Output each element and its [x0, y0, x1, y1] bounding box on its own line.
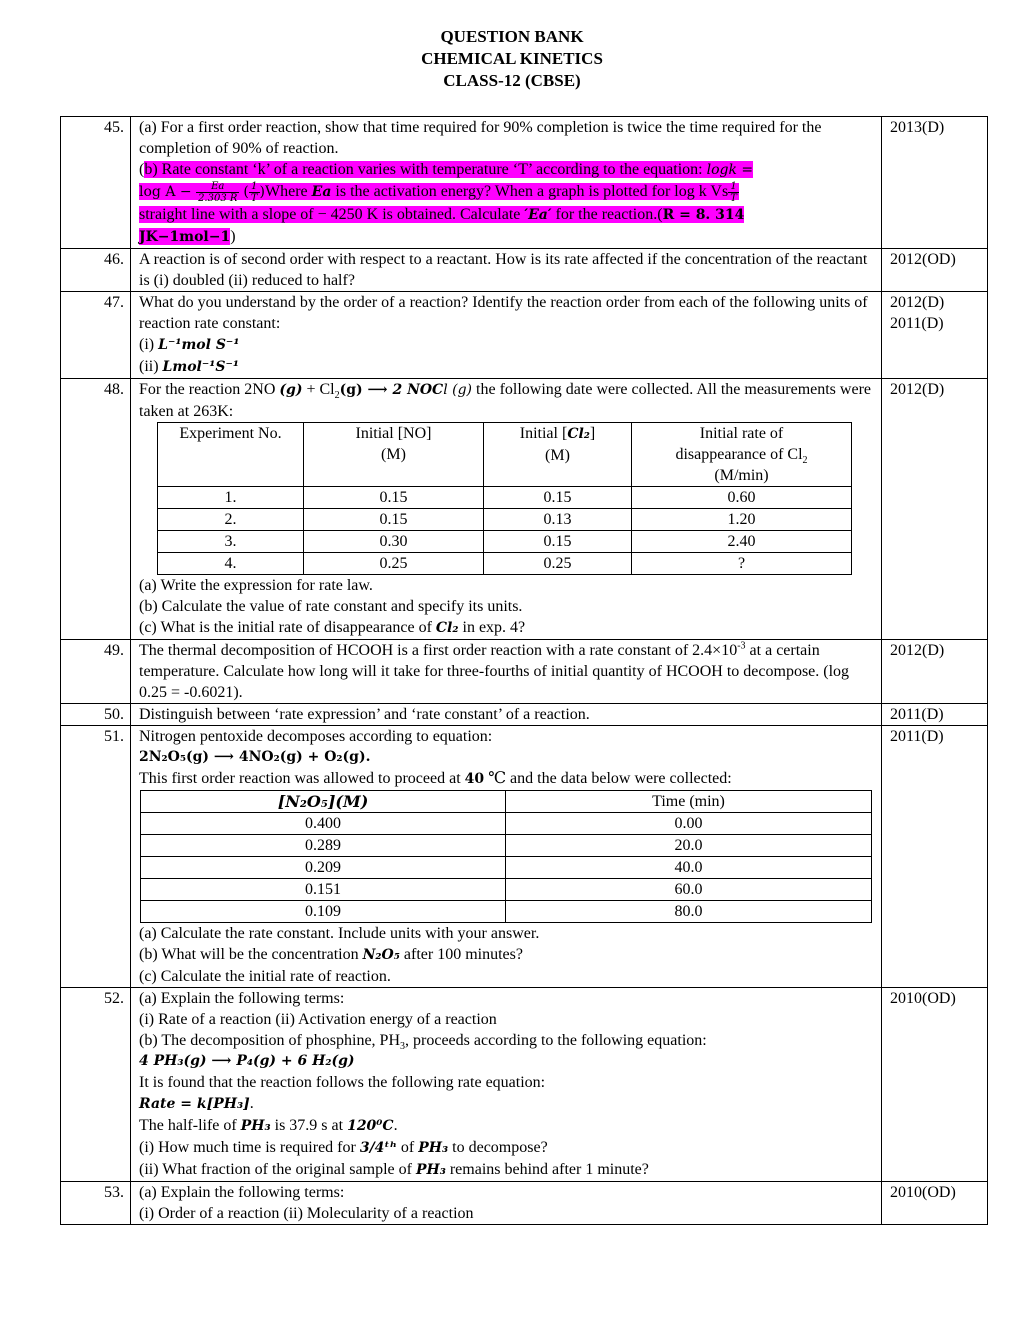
question-text: Distinguish between ‘rate expression’ and ‘rate constant’ of a reaction. [131, 704, 882, 726]
reaction-equation: 4 PH₃(g) ⟶ P₄(g) + 6 H₂(g) [139, 1053, 355, 1069]
year-tag: 2012(D) [882, 379, 988, 640]
question-row-53 [61, 1182, 988, 1225]
page-header [0, 26, 1024, 92]
question-number: 51. [61, 726, 131, 988]
year-tag: 2011(D) [882, 704, 988, 726]
table-row: 0.400 0.00 [141, 813, 872, 835]
question-number: 49. [61, 640, 131, 704]
question-row-48 [61, 379, 988, 640]
question-row-50 [61, 704, 988, 726]
concentration-time-table [140, 790, 872, 923]
question-text: For the reaction 2NO $(g) + Cl_2(g)$ ⟶ 2 NOCl (g) the following date were collected. All the measurements were taken at 263K: Experiment No. Initial [NO] (M) Initial [Cl₂] (M) Initial rate of disappearance of $Cl_2$ (M/min) 1. 0.15 0.15 0.60 2. 0.15 0.13 1.20 3. 0.30 0.15 2.40 4. 0.25 0.25 ? (a) Write the expression for rate law. (b) Calculate the value of rate constant and specify its units. (c) What is the initial rate of disappearance of Cl₂ in exp. 4? [131, 379, 882, 640]
question-row-47 [61, 292, 988, 379]
year-tag: 2013(D) [882, 117, 988, 249]
question-text: A reaction is of second order with respect to a reactant. How is its rate affected if the concentration of the reactant is (i) doubled (ii) reduced to half? [131, 249, 882, 292]
table-header-row: Experiment No. Initial [NO] (M) Initial [Cl₂] (M) Initial rate of disappearance of $Cl_2$ (M/min) [158, 423, 852, 487]
question-row-49 [61, 640, 988, 704]
year-tag: 2012(D) 2011(D) [882, 292, 988, 379]
year-tag: 2011(D) [882, 726, 988, 988]
question-text: (a) Explain the following terms: (i) Order of a reaction (ii) Molecularity of a reaction [131, 1182, 882, 1225]
question-text: Nitrogen pentoxide decomposes according to equation: 2N₂O₅(g) ⟶ 4NO₂(g) + O₂(g). This first order reaction was allowed to proceed at 40 ℃ and the data below were collected: [N₂O₅](M) Time (min) 0.400 0.00 0.289 20.0 0.209 40.0 0.151 60.0 0.109 80.0 (a) Calculate the rate constant. Include units with your answer. (b) What will be the concentration N₂O₅ after 100 minutes? (c) Calculate the initial rate of reaction. [131, 726, 882, 988]
year-tag: 2010(OD) [882, 1182, 988, 1225]
table-row: 0.289 20.0 [141, 835, 872, 857]
table-row: 2. 0.15 0.13 1.20 [158, 509, 852, 531]
table-row: 0.151 60.0 [141, 879, 872, 901]
question-number: 50. [61, 704, 131, 726]
table-row: 4. 0.25 0.25 ? [158, 553, 852, 575]
fraction-1-over-t: $\frac{1}{T}$ [250, 181, 258, 204]
question-row-45 [61, 117, 988, 249]
question-text: The thermal decomposition of HCOOH is a first order reaction with a rate constant of $2.4\times 10^{-3}$ at a certain temperature. Calculate how long will it take for three-fourths of initial quantity of HCOOH to decompose. (log 0.25 = -0.6021). [131, 640, 882, 704]
table-row: 3. 0.30 0.15 2.40 [158, 531, 852, 553]
year-tag: 2012(OD) [882, 249, 988, 292]
question-number: 52. [61, 988, 131, 1182]
table-row: 0.109 80.0 [141, 901, 872, 923]
highlighted-text: b) Rate constant ‘k’ of a reaction varies with temperature ‘T’ according to the equation: logk = log A − $\frac{Ea}{2.303 R}$ ( $\frac{1}{T}$ )Where Ea is the activation energy? When a graph is plotted for log k Vs $\frac{1}{T}$ straight line with a slope of − 4250 K is obtained. Calculate ′Ea′ for the reaction.(R = 8. 314 JK−1mol−1 [139, 161, 754, 245]
table-row: 0.209 40.0 [141, 857, 872, 879]
question-number: 45. [61, 117, 131, 249]
question-text [131, 117, 882, 249]
year-tag: 2012(D) [882, 640, 988, 704]
header-class: CLASS-12 (CBSE) [443, 71, 581, 90]
rate-data-table [157, 422, 852, 575]
question-text: (a) Explain the following terms: (i) Rate of a reaction (ii) Activation energy of a reaction (b) The decomposition of phosphine, $PH_3$, proceeds according to the following equation: 4 PH₃(g) ⟶ P₄(g) + 6 H₂(g) It is found that the reaction follows the following rate equation: Rate = k[PH₃]. The half-life of PH₃ is 37.9 s at 120⁰C. (i) How much time is required for 3/4ᵗʰ of PH₃ to decompose? (ii) What fraction of the original sample of PH₃ remains behind after 1 minute? [131, 988, 882, 1182]
fraction-ea: $\frac{Ea}{2.303 R}$ [198, 181, 238, 204]
question-number: 48. [61, 379, 131, 640]
header-subject: CHEMICAL KINETICS [421, 49, 603, 68]
question-row-46 [61, 249, 988, 292]
question-table [60, 116, 988, 1225]
part-b: (b) Rate constant ‘k’ of a reaction varies with temperature ‘T’ according to the equation: logk = log A − $\frac{Ea}{2.303 R}$ ( $\frac{1}{T}$ )Where Ea is the activation energy? When a graph is plotted for log k Vs $\frac{1}{T}$ straight line with a slope of − 4250 K is obtained. Calculate ′Ea′ for the reaction.(R = 8. 314 JK−1mol−1) [139, 161, 754, 245]
year-tag: 2010(OD) [882, 988, 988, 1182]
reaction-equation: 2N₂O₅(g) ⟶ 4NO₂(g) + O₂(g). [139, 749, 371, 765]
header-title: QUESTION BANK [440, 27, 584, 46]
part-a: (a) For a first order reaction, show that time required for 90% completion is twice the time required for the completion of 90% of reaction. [139, 119, 822, 157]
question-number: 53. [61, 1182, 131, 1225]
question-text: What do you understand by the order of a reaction? Identify the reaction order from each of the following units of reaction rate constant: (i) L⁻¹mol S⁻¹ (ii) Lmol⁻¹S⁻¹ [131, 292, 882, 379]
question-row-52 [61, 988, 988, 1182]
table-header-row: [N₂O₅](M) Time (min) [141, 791, 872, 813]
table-row: 1. 0.15 0.15 0.60 [158, 487, 852, 509]
question-row-51 [61, 726, 988, 988]
question-number: 46. [61, 249, 131, 292]
question-number: 47. [61, 292, 131, 379]
